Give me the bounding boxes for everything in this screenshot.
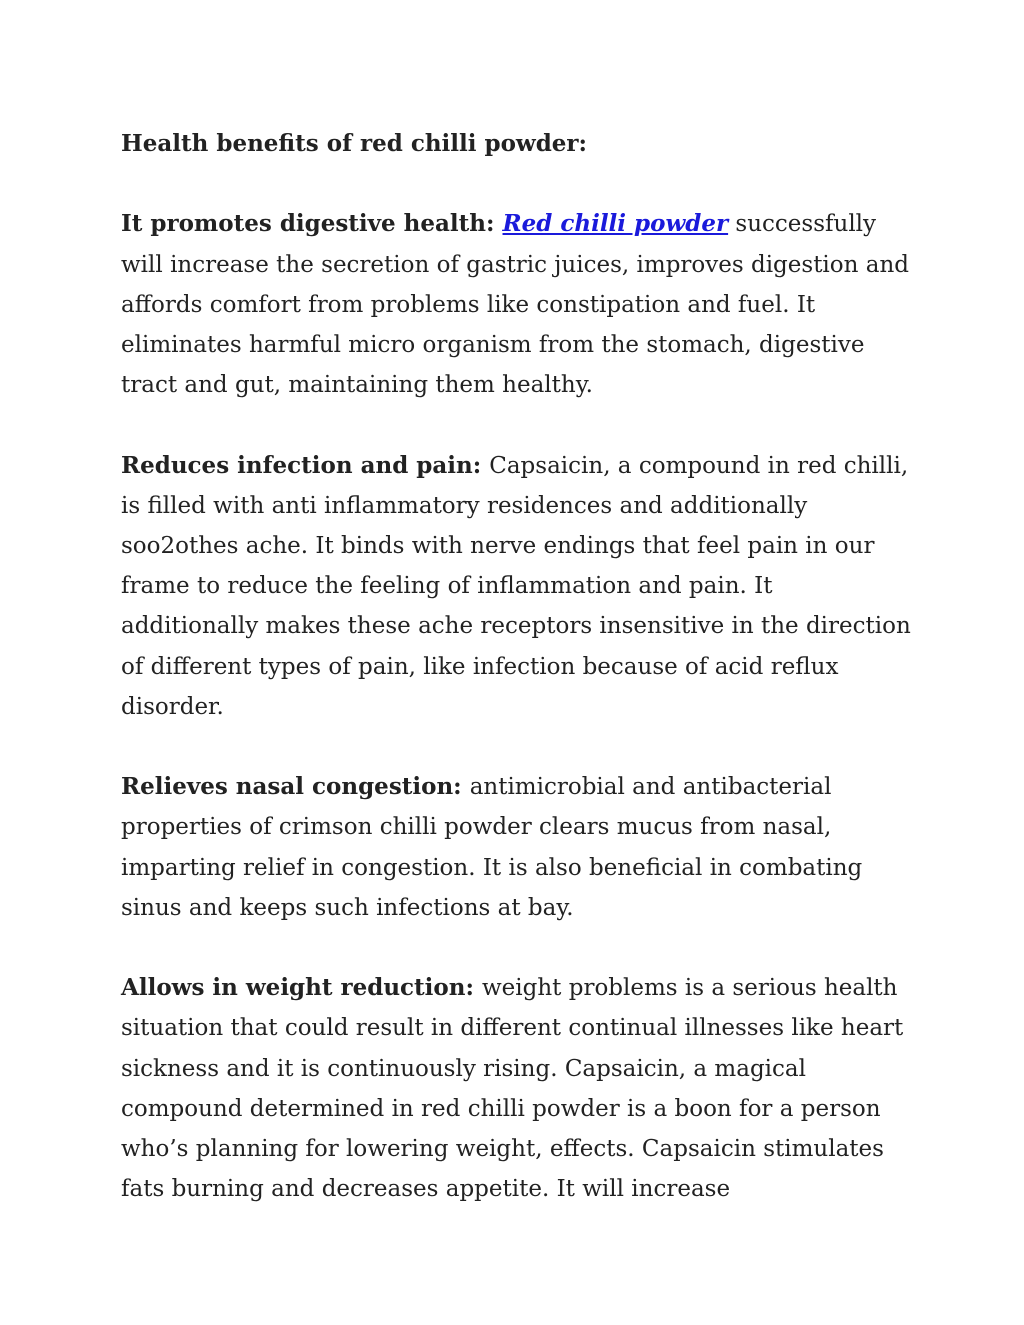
document-page (121, 124, 911, 1250)
heading-text: Health benefits of red chilli powder: (121, 130, 588, 157)
section-weight-reduction (121, 968, 911, 1209)
page-heading (121, 124, 911, 164)
section-body: Capsaicin, a compound in red chilli, is filled with anti inflammatory residences and additionally soo2othes ache. It binds with nerve endings that feel pain in our frame to reduce the feeling of inflammation and pain. It additionally makes these ache receptors insensitive in the direction of different types of pain, like infection because of acid reflux disorder. (121, 452, 911, 720)
section-body: successfully will increase the secretion of gastric juices, improves digestion and affords comfort from problems like constipation and fuel. It eliminates harmful micro organism from the stomach, digestive tract and gut, maintaining them healthy. (121, 211, 910, 399)
section-title: Allows in weight reduction: (121, 974, 482, 1002)
section-body: antimicrobial and antibacterial properties of crimson chilli powder clears mucus from nasal, imparting relief in congestion. It is also beneficial in combating sinus and keeps such infections at bay. (121, 774, 863, 921)
section-nasal-congestion (121, 767, 911, 928)
section-infection-and-pain (121, 446, 911, 727)
red-chilli-powder-link[interactable]: Red chilli powder (502, 210, 729, 238)
section-title: Reduces infection and pain: (121, 451, 490, 479)
section-title: Relieves nasal congestion: (121, 773, 470, 801)
section-digestive-health (121, 204, 911, 405)
section-title: It promotes digestive health: (121, 210, 503, 238)
section-body: weight problems is a serious health situation that could result in different continual illnesses like heart sickness and it is continuously rising. Capsaicin, a magical compound determined in red chilli powder is a boon for a person who’s planning for lowering weight, effects. Capsaicin stimulates fats burning and decreases appetite. It will increase (121, 975, 904, 1203)
